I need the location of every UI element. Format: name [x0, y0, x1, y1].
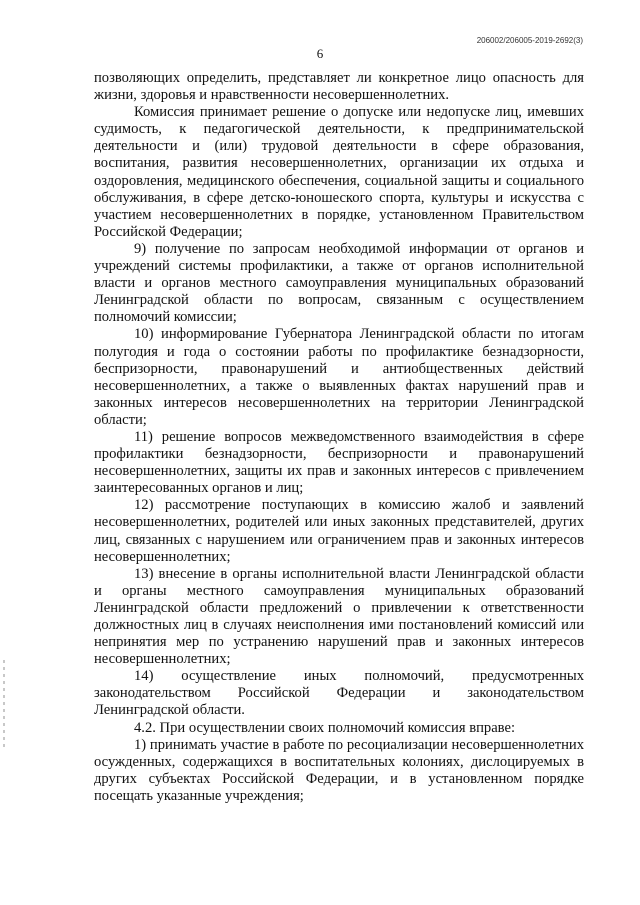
paragraph-commission-decision: Комиссия принимает решение о допуске или недопуске лиц, имевших судимость, к педагогической деятельности, к предпринимательской деятельности и (или) трудовой деятельности в сфере образования, воспитания, развития несовершеннолетних, организации их отдыха и оздоровления, медицинского обеспечения, социальной защиты и социального обслуживания, в сфере детско-юношеского спорта, культуры и искусства с участием несовершеннолетних в порядке, установленном Правительством Российской Федерации;: [94, 104, 584, 240]
paragraph-item-11: 11) решение вопросов межведомственного взаимодействия в сфере профилактики безнадзорности, беспризорности и правонарушений несовершеннолетних, защиты их прав и законных интересов с привлечением заинтересованных органов и лиц;: [94, 428, 584, 497]
paragraph-item-12: 12) рассмотрение поступающих в комиссию жалоб и заявлений несовершеннолетних, родителей или иных законных представителей, других лиц, связанных с нарушением или ограничением прав и законных интересов несовершеннолетних;: [94, 497, 584, 565]
margin-scan-mark: [3, 660, 5, 750]
page-number: 6: [316, 46, 324, 61]
document-body: [94, 70, 584, 805]
paragraph-section-4-2: 4.2. При осуществлении своих полномочий комиссия вправе:: [134, 719, 516, 736]
paragraph-right-1: 1) принимать участие в работе по ресоциализации несовершеннолетних осужденных, содержащихся в воспитательных колониях, дислоцируемых в других субъектах Российской Федерации, и в установленном порядке посещать указанные учреждения;: [94, 736, 584, 804]
paragraph-continuation: позволяющих определить, представляет ли конкретное лицо опасность для жизни, здоровья и нравственности несовершеннолетних.: [94, 70, 584, 104]
paragraph-item-14: 14) осуществление иных полномочий, предусмотренных законодательством Российской Федерации и законодательством Ленинградской области.: [94, 668, 584, 719]
paragraph-item-13: 13) внесение в органы исполнительной власти Ленинградской области и органы местного самоуправления муниципальных образований Ленинградской области предложений о привлечении к ответственности должностных лиц в случаях неисполнения ими постановлений комиссий или непринятия мер по устранению нарушений прав и законных интересов несовершеннолетних;: [94, 565, 584, 668]
paragraph-item-9: 9) получение по запросам необходимой информации от органов и учреждений системы профилактики, а также от органов исполнительной власти и органов местного самоуправления муниципальных образований Ленинградской области по вопросам, связанным с осуществлением полномочий комиссии;: [94, 240, 584, 326]
document-id: 206002/206005-2019-2692(3): [476, 36, 583, 45]
paragraph-item-10: 10) информирование Губернатора Ленинградской области по итогам полугодия и года о состоянии работы по профилактике безнадзорности, беспризорности, правонарушений и антиобщественных действий несовершеннолетних, а также о выявленных фактах нарушений прав и законных интересов несовершеннолетних на территории Ленинградской области;: [94, 326, 584, 428]
